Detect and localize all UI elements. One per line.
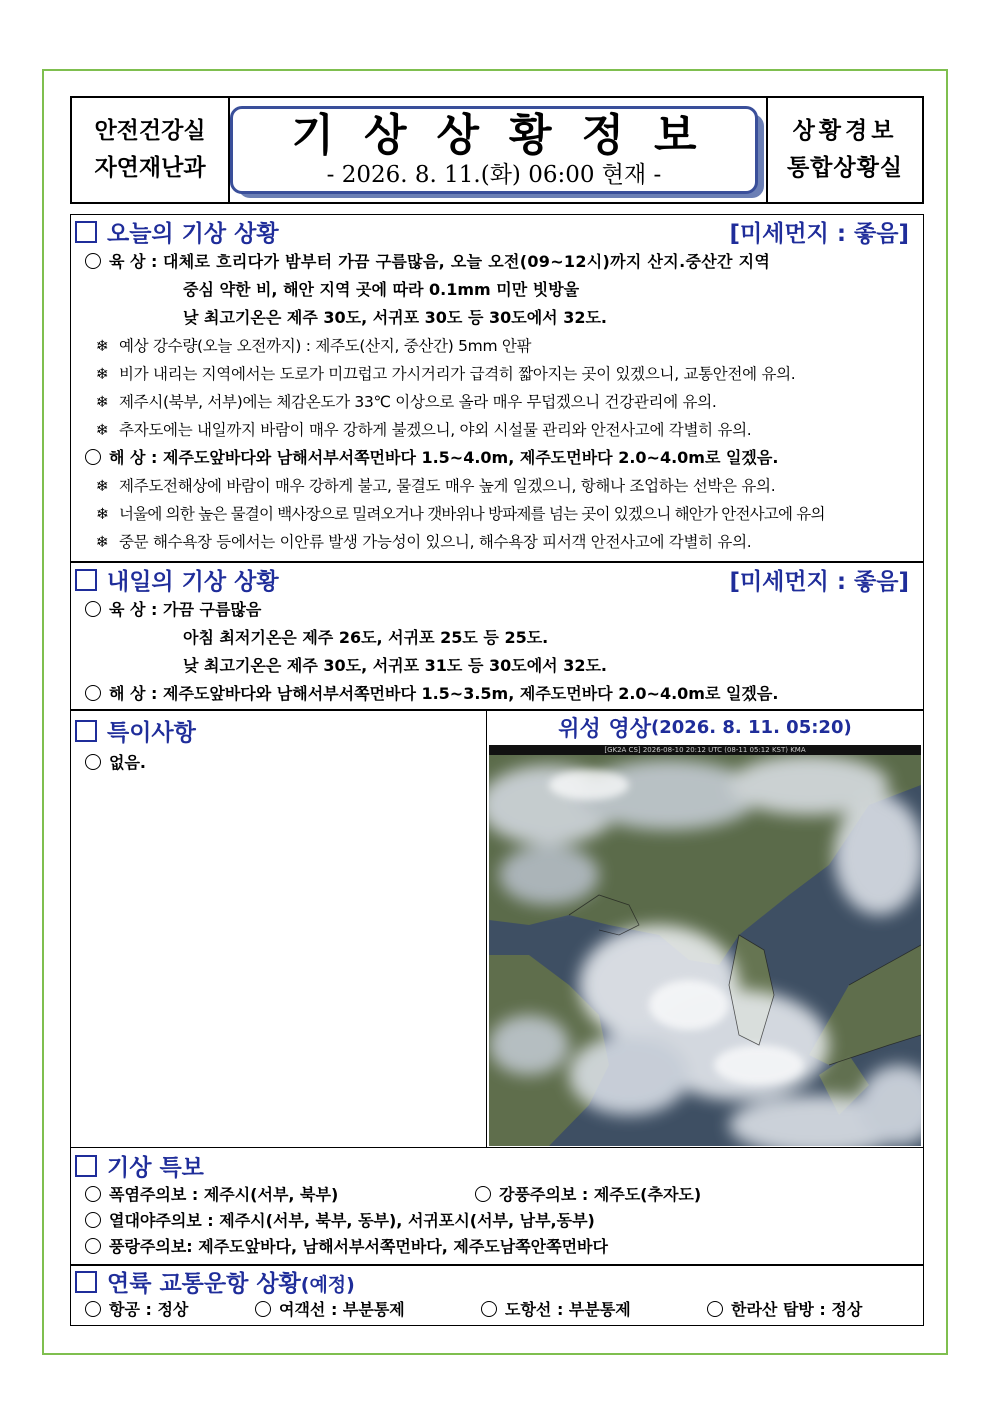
circle-bullet-icon (85, 1212, 101, 1228)
traffic-row (71, 1296, 923, 1324)
department-line2: 자연재난과 (94, 155, 206, 181)
today-sea-note-row (71, 472, 923, 500)
asterisk-icon: ❄ (95, 421, 109, 439)
tomorrow-section (70, 562, 924, 710)
today-sea-note-1: 제주도전해상에 바람이 매우 강하게 불고, 물결도 매우 높게 일겠으니, 항해나 조업하는 선박은 유의. (119, 477, 776, 495)
today-sea-note-row (71, 528, 923, 556)
circle-bullet-icon (475, 1186, 491, 1202)
today-note-row (71, 388, 923, 416)
today-sea-note-row (71, 500, 923, 528)
office-line2: 통합상황실 (786, 155, 904, 181)
tomorrow-dust: [미세먼지 : 좋음] (729, 569, 909, 595)
warnings-heading: 기상 특보 (107, 1154, 204, 1181)
tomorrow-land-row (71, 596, 923, 624)
today-land-line2: 중심 약한 비, 해안 지역 곳에 따라 0.1mm 미만 빗방울 (183, 280, 580, 299)
special-item-text: 없음. (109, 753, 146, 772)
today-sea-note-3: 중문 해수욕장 등에서는 이안류 발생 가능성이 있으니, 해수욕장 피서객 안전사고에 각별히 유의. (119, 533, 752, 551)
circle-bullet-icon (85, 601, 101, 617)
warning-item-tropical-night: 열대야주의보 : 제주시(서부, 북부, 동부), 서귀포시(서부, 남부,동부) (109, 1211, 595, 1230)
office-line1: 상황경보 (792, 118, 898, 144)
special-panel (71, 711, 487, 1147)
today-sea-line: 제주도앞바다와 남해서부서쪽먼바다 1.5~4.0m, 제주도먼바다 2.0~4.0m로 일겠음. (163, 448, 779, 467)
land-label: 육 상 : (109, 252, 158, 271)
tomorrow-heading: 내일의 기상 상황 (107, 569, 279, 595)
circle-bullet-icon (255, 1301, 271, 1317)
today-note-2: 비가 내리는 지역에서는 도로가 미끄럽고 가시거리가 급격히 짧아지는 곳이 있겠으니, 교통안전에 유의. (119, 365, 796, 383)
circle-bullet-icon (481, 1301, 497, 1317)
circle-bullet-icon (85, 1186, 101, 1202)
traffic-section (70, 1265, 924, 1326)
traffic-heading-suffix: (예정) (300, 1273, 355, 1296)
report-date: - 2026. 8. 11.(화) 06:00 현재 - (326, 162, 662, 188)
asterisk-icon: ❄ (95, 505, 109, 523)
title-box (230, 106, 758, 194)
special-item (71, 749, 486, 777)
warning-row (71, 1234, 923, 1260)
warning-item-wind: 강풍주의보 : 제주도(추자도) (499, 1185, 702, 1204)
tomorrow-sea-line: 제주도앞바다와 남해서부서쪽먼바다 1.5~3.5m, 제주도먼바다 2.0~4.0m로 일겠음. (163, 684, 779, 703)
department-label (72, 98, 230, 202)
special-satellite-section (70, 710, 924, 1148)
warning-row (71, 1182, 923, 1208)
satellite-title (487, 711, 923, 743)
today-heading: 오늘의 기상 상황 (107, 221, 279, 247)
today-sea-row (71, 444, 923, 472)
today-note-3: 제주시(북부, 서부)에는 체감온도가 33℃ 이상으로 올라 매우 무덥겠으니 건강관리에 유의. (119, 393, 717, 411)
asterisk-icon: ❄ (95, 393, 109, 411)
circle-bullet-icon (85, 1238, 101, 1254)
tomorrow-sea-row (71, 680, 923, 708)
checkbox-square-icon (75, 1155, 97, 1177)
circle-bullet-icon (85, 449, 101, 465)
header (70, 96, 924, 204)
special-heading: 특이사항 (107, 719, 196, 746)
land-label: 육 상 : (109, 600, 158, 619)
today-land-row (71, 248, 923, 276)
tomorrow-land-line2: 아침 최저기온은 제주 26도, 서귀포 25도 등 25도. (183, 628, 549, 647)
today-land-line3: 낮 최고기온은 제주 30도, 서귀포 30도 등 30도에서 32도. (183, 308, 607, 327)
traffic-heading: 연륙 교통운항 상황 (107, 1270, 301, 1297)
satellite-time: (2026. 8. 11. 05:20) (650, 716, 852, 738)
asterisk-icon: ❄ (95, 365, 109, 383)
checkbox-square-icon (75, 569, 97, 591)
page-title: 기상상황정보 (291, 110, 727, 161)
today-note-row (71, 360, 923, 388)
today-dust: [미세먼지 : 좋음] (729, 221, 909, 247)
asterisk-icon: ❄ (95, 533, 109, 551)
circle-bullet-icon (707, 1301, 723, 1317)
department-line1: 안전건강실 (94, 118, 206, 144)
traffic-item-ferry: 여객선 : 부분통제 (279, 1300, 405, 1319)
warning-item-heat: 폭염주의보 : 제주시(서부, 북부) (109, 1185, 339, 1204)
today-section (70, 214, 924, 562)
checkbox-square-icon (75, 221, 97, 243)
warning-item-wave: 풍랑주의보: 제주도앞바다, 남해서부서쪽먼바다, 제주도남쪽안쪽먼바다 (109, 1237, 608, 1256)
tomorrow-land-line1: 가끔 구름많음 (163, 600, 262, 619)
satellite-caption: [GK2A CS] 2026-08-10 20:12 UTC (08-11 05:12 KST) KMA (489, 745, 921, 755)
today-land-line1: 대체로 흐리다가 밤부터 가끔 구름많음, 오늘 오전(09~12시)까지 산지.중산간 지역 (163, 252, 771, 271)
sea-label: 해 상 : (109, 684, 158, 703)
warning-row (71, 1208, 923, 1234)
asterisk-icon: ❄ (95, 337, 109, 355)
today-note-row (71, 332, 923, 360)
traffic-item-island-ferry: 도항선 : 부분통제 (505, 1300, 631, 1319)
circle-bullet-icon (85, 253, 101, 269)
checkbox-square-icon (75, 720, 97, 742)
today-sea-note-2: 너울에 의한 높은 물결이 백사장으로 밀려오거나 갯바위나 방파제를 넘는 곳이 있겠으니 해안가 안전사고에 유의 (119, 505, 825, 523)
tomorrow-land-line3: 낮 최고기온은 제주 30도, 서귀포 31도 등 30도에서 32도. (183, 656, 607, 675)
circle-bullet-icon (85, 754, 101, 770)
today-note-1: 예상 강수량(오늘 오전까지) : 제주도(산지, 중산간) 5mm 안팎 (119, 337, 532, 355)
asterisk-icon: ❄ (95, 477, 109, 495)
warnings-section (70, 1148, 924, 1265)
traffic-item-air: 항공 : 정상 (109, 1300, 189, 1319)
satellite-panel (487, 711, 923, 1147)
today-note-row (71, 416, 923, 444)
traffic-item-hallasan: 한라산 탐방 : 정상 (731, 1300, 863, 1319)
circle-bullet-icon (85, 1301, 101, 1317)
circle-bullet-icon (85, 685, 101, 701)
satellite-title-text: 위성 영상 (558, 716, 651, 742)
sea-label: 해 상 : (109, 448, 158, 467)
today-note-4: 추자도에는 내일까지 바람이 매우 강하게 불겠으니, 야외 시설물 관리와 안전사고에 각별히 유의. (119, 421, 752, 439)
checkbox-square-icon (75, 1271, 97, 1293)
office-label (766, 98, 922, 202)
satellite-image (489, 745, 921, 1146)
satellite-map-graphic (489, 745, 921, 1146)
